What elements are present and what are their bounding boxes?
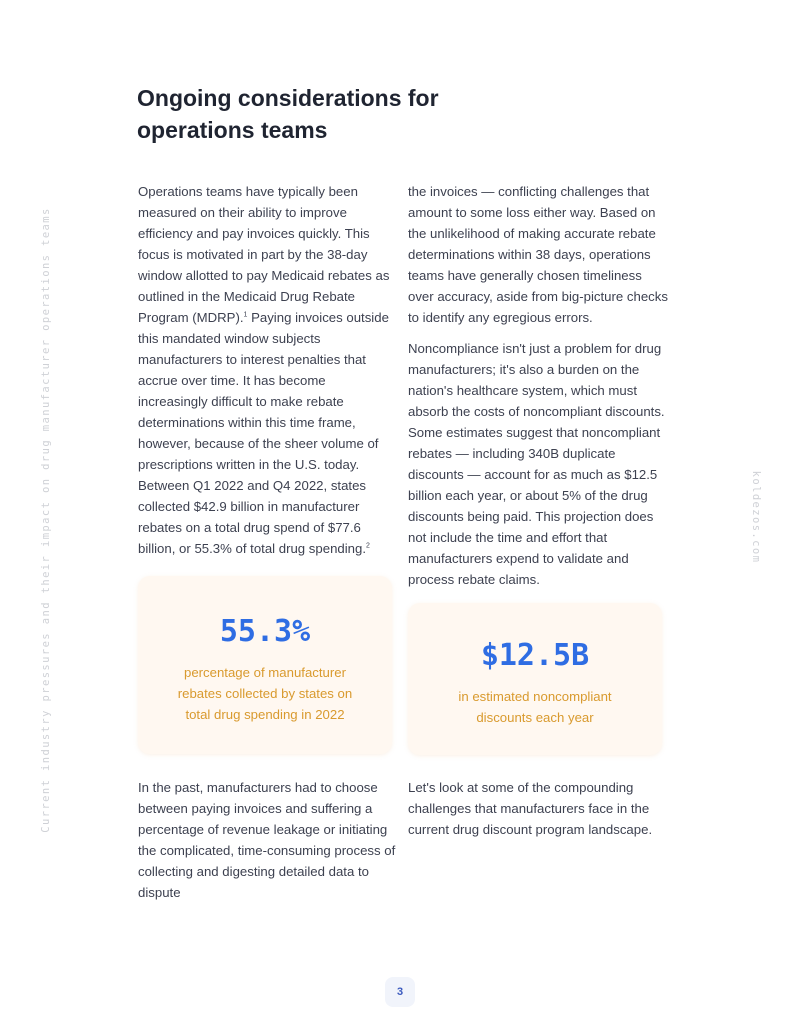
- left-paragraph-1-text-b: Paying invoices outside this mandated window subjects manufacturers to interest penalties that accrue over time. It has become increasingly difficult to make rebate determinations within this time frame, however, because of the sheer volume of prescriptions written in the U.S. today. Between Q1 2022 and Q4 2022, states collected $42.9 billion in manufacturer rebates on a total drug spend of $77.6 billion, or 55.3% of total drug spending.: [138, 310, 389, 556]
- left-paragraph-1-text-a: Operations teams have typically been measured on their ability to improve efficiency and pay invoices quickly. This focus is motivated in part by the 38-day window allotted to pay Medicaid rebates as outlined in the Medicaid Drug Rebate Program (MDRP).: [138, 184, 390, 325]
- right-column: [408, 181, 668, 850]
- stat-value: $12.5B: [480, 638, 590, 673]
- right-paragraph-3: Let's look at some of the compounding challenges that manufacturers face in the current drug discount program landscape.: [408, 780, 653, 837]
- page-number: 3: [385, 977, 415, 1007]
- left-column: [138, 181, 398, 913]
- right-paragraph-1: the invoices — conflicting challenges that amount to some loss either way. Based on the unlikelihood of making accurate rebate determinations within 38 days, operations teams have generally chosen timeliness over accuracy, aside from big-picture checks to identify any egregious errors.: [408, 184, 668, 325]
- stat-value: 55.3%: [219, 614, 311, 649]
- left-paragraph-2: In the past, manufacturers had to choose between paying invoices and suffering a percentage of revenue leakage or initiating the complicated, time-consuming process of collecting and digesting detailed data to dispute: [138, 780, 396, 900]
- footnote-2: 2: [366, 542, 370, 550]
- page-heading: Ongoing considerations for operations teams: [137, 85, 439, 143]
- footnote-1: 1: [243, 311, 248, 319]
- right-paragraph-2: Noncompliance isn't just a problem for drug manufacturers; it's also a burden on the nation's healthcare system, which must absorb the costs of noncompliant discounts. Some estimates suggest that noncompliant rebates — including 340B duplicate discounts — account for as much as $12.5 billion each year, or about 5% of the drug discounts being paid. This projection does not include the time and effort that manufacturers expend to validate and process rebate claims.: [408, 341, 665, 587]
- stat-callout-percentage: [138, 576, 392, 754]
- side-running-title: Current industry pressures and their impact on drug manufacturer operations teams: [40, 207, 52, 833]
- stat-description: percentage of manufacturer rebates collected by states on total drug spending in 2022: [177, 665, 353, 722]
- left-paragraph-1: [138, 181, 398, 559]
- side-website: koldezos.com: [750, 470, 762, 564]
- stat-callout-dollars: [408, 603, 662, 755]
- stat-description: in estimated noncompliant discounts each year: [458, 689, 612, 725]
